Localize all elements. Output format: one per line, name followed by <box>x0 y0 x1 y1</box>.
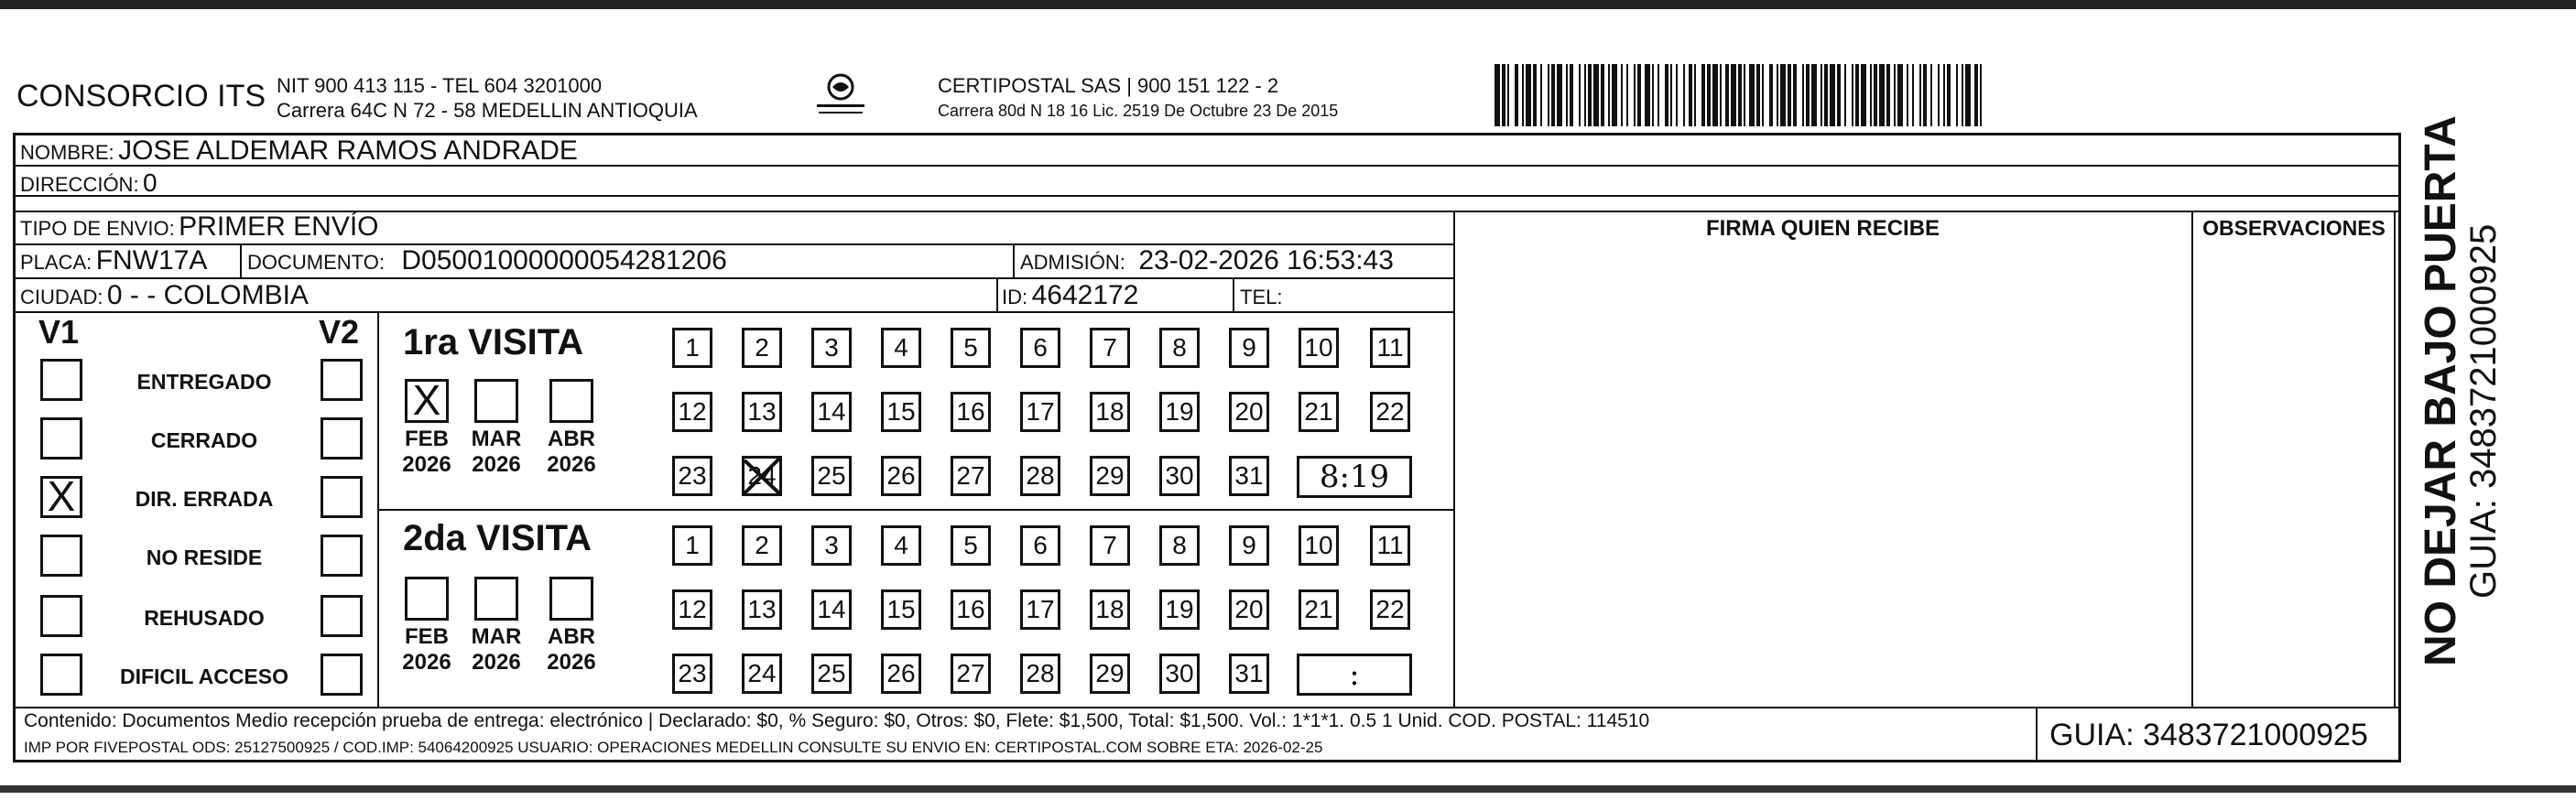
status-label: DIR. ERRADA <box>135 487 274 511</box>
documento-value: D05001000000054281206 <box>401 245 727 276</box>
day-box[interactable]: 29 <box>1090 456 1130 496</box>
nombre-row <box>20 135 578 167</box>
rule <box>2036 707 2038 762</box>
month-checkbox[interactable] <box>474 379 518 423</box>
day-box[interactable]: 29 <box>1090 654 1130 694</box>
firma-header: FIRMA QUIEN RECIBE <box>1705 216 1940 241</box>
day-box[interactable]: 19 <box>1159 392 1200 432</box>
day-box[interactable]: 17 <box>1020 392 1060 432</box>
documento-row <box>247 245 727 276</box>
day-box[interactable]: 23 <box>672 456 712 496</box>
day-box[interactable]: 5 <box>951 328 991 368</box>
tipo-value: PRIMER ENVÍO <box>179 211 379 242</box>
day-box[interactable]: 16 <box>951 589 991 630</box>
status-label: REHUSADO <box>144 606 265 630</box>
tel-label: TEL: <box>1240 286 1283 308</box>
day-box[interactable]: 9 <box>1229 328 1269 368</box>
day-box[interactable]: 24 <box>742 456 782 496</box>
footer-guia: GUIA: 3483721000925 <box>2049 718 2368 752</box>
day-box[interactable]: 26 <box>881 456 921 496</box>
day-box[interactable]: 16 <box>951 392 991 432</box>
nombre-label: NOMBRE: <box>20 141 114 164</box>
day-box[interactable]: 26 <box>881 654 921 694</box>
day-box[interactable]: 19 <box>1159 589 1200 630</box>
day-box[interactable]: 28 <box>1020 456 1060 496</box>
month-checkbox[interactable]: X <box>405 379 449 423</box>
year-label: 2026 <box>472 452 521 477</box>
day-box[interactable]: 25 <box>811 456 852 496</box>
month-checkbox[interactable] <box>474 577 518 621</box>
rule <box>2191 211 2193 707</box>
month-checkbox[interactable] <box>549 379 593 423</box>
day-box[interactable]: 30 <box>1159 654 1200 694</box>
day-box[interactable]: 30 <box>1159 456 1200 496</box>
placa-row <box>20 245 207 276</box>
day-box[interactable]: 28 <box>1020 654 1060 694</box>
day-box[interactable]: 13 <box>742 589 782 630</box>
month-label: FEB <box>405 427 449 451</box>
v2-checkbox[interactable] <box>321 359 363 401</box>
day-box[interactable]: 3 <box>811 328 852 368</box>
day-box[interactable]: 23 <box>672 654 712 694</box>
v1-header: V1 <box>38 313 80 351</box>
status-label: DIFICIL ACCESO <box>119 665 288 688</box>
tipo-row <box>20 211 379 243</box>
v1-checkbox[interactable] <box>40 654 82 696</box>
month-label: ABR <box>548 427 595 451</box>
rule <box>240 243 242 278</box>
day-box[interactable]: 31 <box>1229 456 1269 496</box>
admision-row <box>1020 245 1394 276</box>
v1-checkbox[interactable] <box>40 535 82 577</box>
day-box[interactable]: 5 <box>951 525 991 566</box>
footer-print-info: IMP POR FIVEPOSTAL ODS: 25127500925 / COD.IMP: 54064200925 USUARIO: OPERACIONES MEDELLIN CONSULTE SU ENVIO EN: CERTIPOSTAL.COM SOBRE ETA: 2026-02-25 <box>24 739 1323 756</box>
day-box[interactable]: 8 <box>1159 525 1200 566</box>
rule <box>13 311 1455 313</box>
day-box[interactable]: 25 <box>811 654 852 694</box>
rule <box>2394 211 2396 707</box>
day-box[interactable]: 17 <box>1020 589 1060 630</box>
day-box[interactable]: 22 <box>1370 392 1410 432</box>
day-box[interactable]: 4 <box>881 525 921 566</box>
placa-value: FNW17A <box>95 245 208 276</box>
day-box[interactable]: 14 <box>811 589 852 630</box>
id-value: 4642172 <box>1031 280 1139 310</box>
year-label: 2026 <box>402 650 451 675</box>
rule <box>13 707 2401 708</box>
side-warning: NO DEJAR BAJO PUERTA <box>2417 115 2465 666</box>
tipo-label: TIPO DE ENVIO: <box>20 217 175 240</box>
year-label: 2026 <box>547 650 596 675</box>
day-box[interactable]: 11 <box>1370 328 1410 368</box>
time-box[interactable]: : <box>1297 654 1412 696</box>
id-row <box>1002 280 1138 311</box>
v1-checkbox[interactable]: X <box>40 476 82 518</box>
day-box[interactable]: 1 <box>672 328 712 368</box>
admision-label: ADMISIÓN: <box>1020 251 1125 274</box>
ciudad-label: CIUDAD: <box>20 286 103 308</box>
day-box[interactable]: 6 <box>1020 525 1060 566</box>
barcode <box>1493 62 2225 133</box>
day-box[interactable]: 8 <box>1159 328 1200 368</box>
rule <box>13 277 1455 279</box>
v2-checkbox[interactable] <box>321 595 363 637</box>
v2-checkbox[interactable] <box>321 535 363 577</box>
bottom-border <box>0 785 2576 793</box>
day-box[interactable]: 22 <box>1370 589 1410 630</box>
v1-checkbox[interactable] <box>40 359 82 401</box>
footer-contents: Contenido: Documentos Medio recepción prueba de entrega: electrónico | Declarado: $0, % Seguro: $0, Otros: $0, Flete: $1,500, Total: $1,500. Vol.: 1*1*1. 0.5 1 Unid. COD. POSTAL: 114510 <box>24 710 1650 731</box>
day-box[interactable]: 14 <box>811 392 852 432</box>
nombre-value: JOSE ALDEMAR RAMOS ANDRADE <box>118 135 578 166</box>
rule <box>1233 277 1234 312</box>
day-box[interactable]: 7 <box>1090 525 1130 566</box>
v1-checkbox[interactable] <box>40 595 82 637</box>
courier-license: Carrera 80d N 18 16 Lic. 2519 De Octubre 23 De 2015 <box>938 102 1339 120</box>
month-label: MAR <box>471 427 522 451</box>
visit2-title: 2da VISITA <box>403 518 592 558</box>
day-box[interactable]: 27 <box>951 456 991 496</box>
side-guia: GUIA: 3483721000925 <box>2463 223 2504 599</box>
status-label: CERRADO <box>150 428 258 452</box>
day-box[interactable]: 10 <box>1299 525 1339 566</box>
day-box[interactable]: 24 <box>742 654 782 694</box>
tel-row <box>1240 280 1282 311</box>
direccion-row <box>20 168 158 198</box>
rule <box>996 277 998 312</box>
documento-label: DOCUMENTO: <box>247 251 385 274</box>
status-label: NO RESIDE <box>146 546 263 569</box>
year-label: 2026 <box>472 650 521 675</box>
year-label: 2026 <box>402 452 451 477</box>
day-box[interactable]: 18 <box>1090 589 1130 630</box>
ciudad-value: 0 - - COLOMBIA <box>106 280 309 310</box>
v2-checkbox[interactable] <box>321 417 363 459</box>
v2-checkbox[interactable] <box>321 654 363 696</box>
day-box[interactable]: 15 <box>881 392 921 432</box>
ciudad-row <box>20 280 309 311</box>
day-box[interactable]: 1 <box>672 525 712 566</box>
month-checkbox[interactable] <box>549 577 593 621</box>
day-box[interactable]: 13 <box>742 392 782 432</box>
day-box[interactable]: 10 <box>1299 328 1339 368</box>
company-address: Carrera 64C N 72 - 58 MEDELLIN ANTIOQUIA <box>277 99 698 122</box>
company-nit: NIT 900 413 115 - TEL 604 3201000 <box>277 74 603 97</box>
day-box[interactable]: 12 <box>672 589 712 630</box>
rule <box>1013 243 1015 278</box>
month-label: FEB <box>405 624 449 649</box>
day-box[interactable]: 7 <box>1090 328 1130 368</box>
day-box[interactable]: 4 <box>881 328 921 368</box>
month-label: ABR <box>548 624 595 649</box>
day-box[interactable]: 2 <box>742 525 782 566</box>
rule <box>377 509 1455 511</box>
day-box[interactable]: 2 <box>742 328 782 368</box>
company-name: CONSORCIO ITS <box>16 79 266 114</box>
day-box[interactable]: 12 <box>672 392 712 432</box>
day-cross-mark <box>739 453 785 499</box>
certipostal-logo <box>813 71 868 123</box>
rule <box>1453 211 1455 707</box>
day-box[interactable]: 6 <box>1020 328 1060 368</box>
day-box[interactable]: 18 <box>1090 392 1130 432</box>
v2-checkbox[interactable] <box>321 476 363 518</box>
day-box[interactable]: 9 <box>1229 525 1269 566</box>
status-label: ENTREGADO <box>136 370 272 394</box>
day-box[interactable]: 15 <box>881 589 921 630</box>
year-label: 2026 <box>547 452 596 477</box>
visit1-title: 1ra VISITA <box>403 322 584 362</box>
day-box[interactable]: 31 <box>1229 654 1269 694</box>
month-label: MAR <box>471 624 522 649</box>
courier-info: CERTIPOSTAL SAS | 900 151 122 - 2 <box>938 74 1279 97</box>
rule <box>13 195 2401 197</box>
top-border <box>0 0 2576 9</box>
day-box[interactable]: 27 <box>951 654 991 694</box>
direccion-label: DIRECCIÓN: <box>20 173 139 196</box>
day-box[interactable]: 21 <box>1299 392 1339 432</box>
id-label: ID: <box>1002 286 1028 308</box>
month-checkbox[interactable] <box>405 577 449 621</box>
day-box[interactable]: 21 <box>1299 589 1339 630</box>
day-box[interactable]: 20 <box>1229 392 1269 432</box>
v1-checkbox[interactable] <box>40 417 82 459</box>
day-box[interactable]: 11 <box>1370 525 1410 566</box>
admision-value: 23-02-2026 16:53:43 <box>1138 245 1394 276</box>
day-box[interactable]: 20 <box>1229 589 1269 630</box>
time-box[interactable]: 8:19 <box>1297 456 1412 498</box>
placa-label: PLACA: <box>20 251 92 274</box>
direccion-value: 0 <box>143 168 158 197</box>
day-box[interactable]: 3 <box>811 525 852 566</box>
v2-header: V2 <box>319 313 360 351</box>
rule <box>377 311 379 707</box>
observaciones-header: OBSERVACIONES <box>2202 216 2386 240</box>
